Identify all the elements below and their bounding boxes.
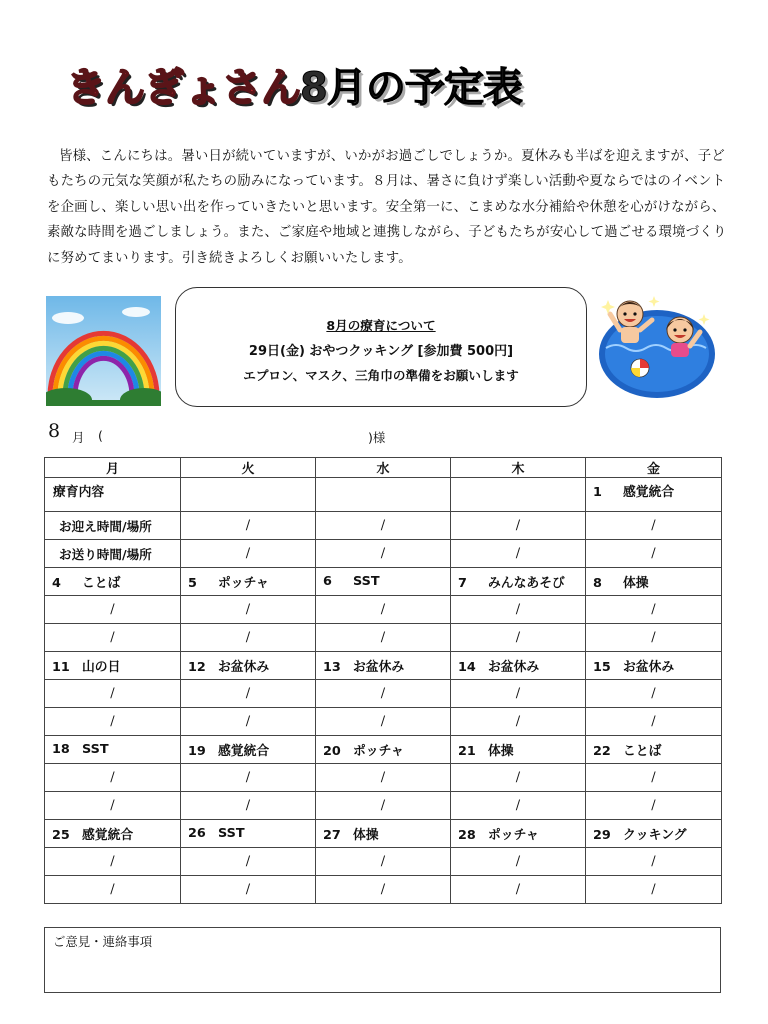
time-slash: / — [451, 596, 586, 624]
time-slash: / — [451, 512, 586, 540]
time-slash: / — [316, 596, 451, 624]
activity-label: SST — [82, 742, 109, 757]
time-slash: / — [316, 540, 451, 568]
time-slash: / — [586, 512, 722, 540]
time-slash: / — [45, 680, 181, 708]
week1-dropoff-row — [45, 540, 722, 568]
date-number: 25 — [52, 828, 70, 843]
activity-label: 感覚統合 — [623, 485, 675, 500]
activity-label: 感覚統合 — [82, 828, 134, 843]
activity-label: 体操 — [488, 744, 514, 759]
date-number: 22 — [593, 744, 611, 759]
date-cell-mon — [45, 652, 181, 680]
date-number: 11 — [52, 660, 70, 675]
time-slash: / — [451, 708, 586, 736]
date-number: 27 — [323, 828, 341, 843]
time-slash: / — [45, 876, 181, 904]
name-paren-open: ( — [98, 428, 103, 443]
activity-label: ポッチャ — [488, 828, 539, 843]
time-slash: / — [586, 680, 722, 708]
date-cell-mon — [45, 568, 181, 596]
date-cell-tue — [181, 568, 316, 596]
title-month-schedule: 8月の予定表 — [300, 65, 522, 111]
time-slash: / — [181, 596, 316, 624]
activity-label: ポッチャ — [218, 576, 269, 591]
time-slash: / — [586, 540, 722, 568]
weekday-wed: 水 — [316, 458, 451, 478]
time-slash: / — [181, 792, 316, 820]
time-slash: / — [451, 848, 586, 876]
time-slash: / — [451, 876, 586, 904]
week1-content-row — [45, 478, 722, 512]
time-slash: / — [181, 876, 316, 904]
time-slash: / — [451, 764, 586, 792]
date-cell-wed — [316, 736, 451, 764]
weekday-mon: 月 — [45, 458, 181, 478]
time-slash: / — [316, 624, 451, 652]
week-row-dates — [45, 820, 722, 848]
pickup-label: お迎え時間/場所 — [45, 512, 181, 540]
week-row-dropoff — [45, 792, 722, 820]
week-row-pickup — [45, 848, 722, 876]
dropoff-label: お送り時間/場所 — [45, 540, 181, 568]
time-slash: / — [45, 596, 181, 624]
time-slash: / — [181, 624, 316, 652]
time-slash: / — [586, 596, 722, 624]
date-number: 5 — [188, 576, 197, 591]
date-number: 13 — [323, 660, 341, 675]
date-cell-fri — [586, 820, 722, 848]
month-number: 8 — [48, 420, 61, 442]
date-number: 12 — [188, 660, 206, 675]
date-number: 29 — [593, 828, 611, 843]
week-row-pickup — [45, 764, 722, 792]
time-slash: / — [451, 624, 586, 652]
time-slash: / — [181, 764, 316, 792]
time-slash: / — [45, 708, 181, 736]
time-slash: / — [45, 764, 181, 792]
weekday-tue: 火 — [181, 458, 316, 478]
time-slash: / — [45, 624, 181, 652]
date-number: 28 — [458, 828, 476, 843]
date-number: 14 — [458, 660, 476, 675]
date-cell-mon — [45, 820, 181, 848]
time-slash: / — [451, 792, 586, 820]
date-number: 20 — [323, 744, 341, 759]
time-slash: / — [316, 680, 451, 708]
comments-label: ご意見・連絡事項 — [53, 934, 153, 949]
date-number: 7 — [458, 576, 467, 591]
activity-label: ポッチャ — [353, 744, 404, 759]
intro-paragraph: 皆様、こんにちは。暑い日が続いていますが、いかがお過ごしでしょうか。夏休みも半ばを迎えますが、子どもたちの元気な笑顔が私たちの励みになっています。８月は、暑さに負けず楽しい活動や夏ならではのイベントを企画し、楽しい思い出を作っていきたいと思います。安全第一に、こまめな水分補給や休憩を心がけながら、素敵な時間を過ごしましょう。また、ご家庭や地域と連携しながら、子どもたちが安心して過ごせる環境づくりに努めてまいります。引き続きよろしくお願いいたします。 — [47, 149, 727, 266]
time-slash: / — [586, 876, 722, 904]
time-slash: / — [45, 848, 181, 876]
activity-label: ことば — [623, 744, 662, 759]
comments-box[interactable] — [44, 927, 721, 993]
empty-cell — [181, 478, 316, 512]
weeks-body — [45, 568, 722, 904]
time-slash: / — [316, 848, 451, 876]
activity-label: お盆休み — [218, 660, 270, 675]
week-row-pickup — [45, 680, 722, 708]
time-slash: / — [316, 876, 451, 904]
date-cell-1 — [586, 478, 722, 512]
activity-label: 山の日 — [82, 660, 121, 675]
date-number: 15 — [593, 660, 611, 675]
date-number: 8 — [593, 576, 602, 591]
name-paren-close: )様 — [368, 430, 386, 445]
weekday-thu: 木 — [451, 458, 586, 478]
recipient-name-line — [48, 420, 448, 448]
activity-label: お盆休み — [353, 660, 405, 675]
activity-label: 体操 — [353, 828, 379, 843]
page-title — [66, 58, 522, 118]
time-slash: / — [586, 764, 722, 792]
notice-cooking-event: 29日(金) おやつクッキング [参加費 500円] — [248, 344, 514, 359]
activity-label: クッキング — [623, 828, 687, 843]
time-slash: / — [316, 512, 451, 540]
time-slash: / — [586, 624, 722, 652]
date-cell-wed — [316, 820, 451, 848]
date-cell-wed — [316, 568, 451, 596]
date-cell-thu — [451, 652, 586, 680]
date-cell-fri — [586, 568, 722, 596]
month-char: 月 — [72, 430, 85, 445]
time-slash: / — [181, 512, 316, 540]
notice-title: 8月の療育について — [326, 318, 436, 333]
week-row-dates — [45, 736, 722, 764]
time-slash: / — [586, 708, 722, 736]
date-cell-tue — [181, 652, 316, 680]
time-slash: / — [45, 792, 181, 820]
activity-label: ことば — [82, 576, 121, 591]
activity-label: SST — [218, 826, 245, 841]
date-cell-thu — [451, 820, 586, 848]
empty-cell — [451, 478, 586, 512]
time-slash: / — [316, 792, 451, 820]
date-cell-thu — [451, 568, 586, 596]
activity-label: 体操 — [623, 576, 649, 591]
activity-label: SST — [353, 574, 380, 589]
time-slash: / — [181, 848, 316, 876]
date-cell-thu — [451, 736, 586, 764]
date-number: 1 — [593, 485, 602, 500]
weekday-fri: 金 — [586, 458, 722, 478]
week-row-dropoff — [45, 708, 722, 736]
activity-label: お盆休み — [623, 660, 675, 675]
date-cell-fri — [586, 652, 722, 680]
time-slash: / — [451, 540, 586, 568]
date-cell-fri — [586, 736, 722, 764]
week1-pickup-row — [45, 512, 722, 540]
time-slash: / — [586, 848, 722, 876]
time-slash: / — [316, 708, 451, 736]
date-number: 6 — [323, 574, 332, 589]
weekday-header-row — [45, 458, 722, 478]
time-slash: / — [451, 680, 586, 708]
date-number: 18 — [52, 742, 70, 757]
time-slash: / — [316, 764, 451, 792]
date-number: 21 — [458, 744, 476, 759]
notice-box — [175, 287, 587, 407]
date-cell-tue — [181, 736, 316, 764]
date-cell-tue — [181, 820, 316, 848]
time-slash: / — [181, 708, 316, 736]
date-cell-mon — [45, 736, 181, 764]
rainbow-illustration — [46, 296, 161, 406]
time-slash: / — [181, 680, 316, 708]
title-group-name: きんぎょさん — [66, 65, 300, 111]
activity-label: お盆休み — [488, 660, 540, 675]
date-number: 26 — [188, 826, 206, 841]
kids-pool-illustration — [596, 288, 718, 402]
time-slash: / — [586, 792, 722, 820]
schedule-calendar — [44, 457, 722, 904]
content-label: 療育内容 — [45, 478, 181, 512]
date-number: 4 — [52, 576, 61, 591]
week-row-dates — [45, 568, 722, 596]
activity-label: 感覚統合 — [218, 744, 270, 759]
time-slash: / — [181, 540, 316, 568]
week-row-dropoff — [45, 624, 722, 652]
empty-cell — [316, 478, 451, 512]
week-row-dates — [45, 652, 722, 680]
week-row-dropoff — [45, 876, 722, 904]
notice-preparation: エプロン、マスク、三角巾の準備をお願いします — [243, 368, 519, 383]
activity-label: みんなあそび — [488, 576, 565, 591]
week-row-pickup — [45, 596, 722, 624]
date-cell-wed — [316, 652, 451, 680]
date-number: 19 — [188, 744, 206, 759]
